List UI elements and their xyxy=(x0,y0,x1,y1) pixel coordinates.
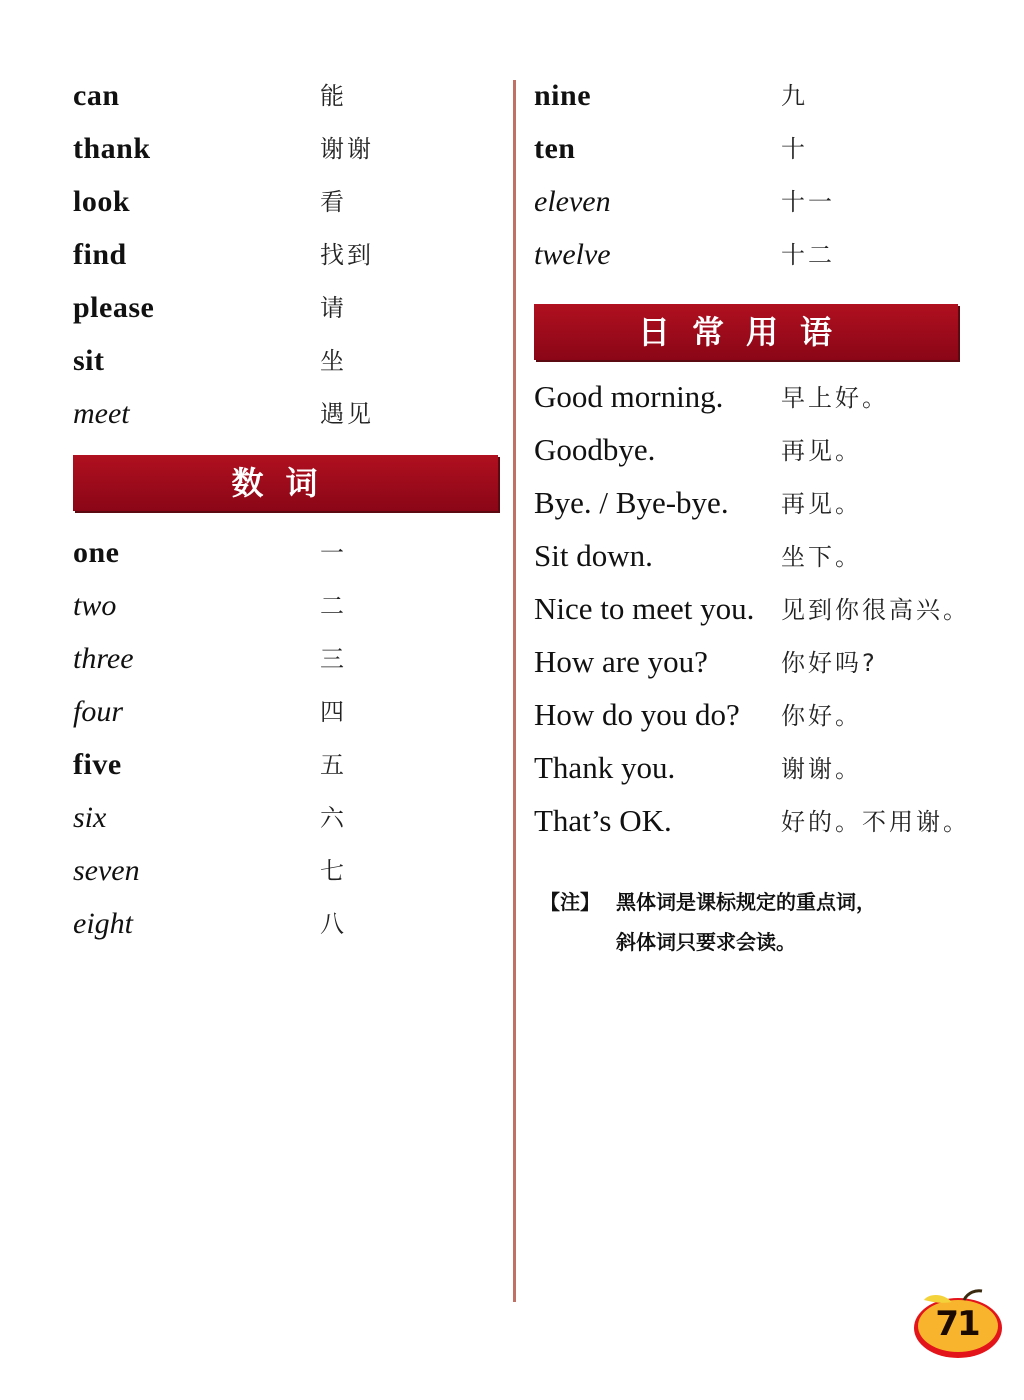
phrase-chinese: 再见。 xyxy=(781,437,862,465)
vocab-row xyxy=(73,229,499,282)
phrase-english: How do you do? xyxy=(534,697,740,732)
number-row xyxy=(73,580,499,633)
vocab-english: ten xyxy=(534,132,576,165)
vocab-english: twelve xyxy=(534,238,611,271)
numbers-section-banner: 数词 xyxy=(73,455,498,511)
phrase-chinese: 早上好。 xyxy=(781,384,889,412)
phrase-row xyxy=(534,586,974,639)
footnote-tag: 【注】 xyxy=(540,890,600,914)
phrase-chinese: 好的。不用谢。 xyxy=(781,808,970,836)
phrase-english: Nice to meet you. xyxy=(534,591,755,626)
phrase-english: Goodbye. xyxy=(534,432,656,467)
vocab-chinese: 十二 xyxy=(781,241,835,269)
number-english: six xyxy=(73,801,107,834)
number-english: five xyxy=(73,748,122,781)
page-number-badge xyxy=(912,1288,1008,1360)
vocab-english: nine xyxy=(534,79,592,112)
number-english: seven xyxy=(73,854,140,887)
phrase-english: Thank you. xyxy=(534,750,676,785)
phrase-chinese: 见到你很高兴。 xyxy=(781,596,970,624)
phrase-chinese: 谢谢。 xyxy=(781,755,862,783)
footnote-line: 黑体词是课标规定的重点词， xyxy=(616,890,876,914)
phrase-english: How are you? xyxy=(534,644,708,679)
vocab-row xyxy=(73,282,499,335)
phrase-row xyxy=(534,427,974,480)
vocab-chinese: 能 xyxy=(320,82,347,110)
phrase-english: That’s OK. xyxy=(534,803,672,838)
left-column xyxy=(73,70,499,951)
number-row xyxy=(73,527,499,580)
number-chinese: 三 xyxy=(320,645,347,673)
phrase-row xyxy=(534,533,974,586)
number-row xyxy=(73,633,499,686)
vocab-row xyxy=(534,70,974,123)
phrase-chinese: 你好吗? xyxy=(781,649,878,677)
number-chinese: 八 xyxy=(320,910,347,938)
right-column xyxy=(534,70,974,851)
phrase-row xyxy=(534,639,974,692)
vocab-row xyxy=(73,70,499,123)
number-chinese: 四 xyxy=(320,698,347,726)
vocab-english: find xyxy=(73,238,127,271)
phrase-row xyxy=(534,798,974,851)
phrase-chinese: 再见。 xyxy=(781,490,862,518)
footnote xyxy=(540,882,980,962)
number-chinese: 二 xyxy=(320,592,347,620)
phrases-list xyxy=(534,374,974,851)
number-row xyxy=(73,898,499,951)
phrase-row xyxy=(534,374,974,427)
number-english: eight xyxy=(73,907,133,940)
number-row xyxy=(73,792,499,845)
number-english: four xyxy=(73,695,124,728)
vocab-english: eleven xyxy=(534,185,611,218)
vocab-english: meet xyxy=(73,397,130,430)
vocab-chinese: 找到 xyxy=(320,241,374,269)
phrase-english: Sit down. xyxy=(534,538,653,573)
vocab-row xyxy=(73,123,499,176)
vocab-chinese: 坐 xyxy=(320,347,347,375)
vocab-chinese: 看 xyxy=(320,188,347,216)
vocab-english: thank xyxy=(73,132,151,165)
phrase-chinese: 坐下。 xyxy=(781,543,862,571)
number-chinese: 六 xyxy=(320,804,347,832)
number-row xyxy=(73,686,499,739)
vocab-row xyxy=(73,176,499,229)
vocab-row xyxy=(534,229,974,282)
number-chinese: 一 xyxy=(320,539,347,567)
number-chinese: 七 xyxy=(320,857,347,885)
vocab-english: look xyxy=(73,185,131,218)
phrase-chinese: 你好。 xyxy=(781,702,862,730)
number-row xyxy=(73,739,499,792)
footnote-body xyxy=(616,882,980,962)
vocab-row xyxy=(534,123,974,176)
vocab-english: sit xyxy=(73,344,105,377)
phrases-section-banner: 日常用语 xyxy=(534,304,958,360)
vocab-chinese: 十 xyxy=(781,135,808,163)
vocab-chinese: 请 xyxy=(320,294,347,322)
number-row xyxy=(73,845,499,898)
right-vocab-list xyxy=(534,70,974,282)
page-number: 71 xyxy=(935,1304,979,1344)
phrase-row xyxy=(534,692,974,745)
vocab-chinese: 遇见 xyxy=(320,400,374,428)
number-chinese: 五 xyxy=(320,751,347,779)
number-english: one xyxy=(73,536,120,569)
vocab-row xyxy=(73,335,499,388)
vocab-chinese: 十一 xyxy=(781,188,835,216)
vocab-row xyxy=(534,176,974,229)
vocab-chinese: 谢谢 xyxy=(320,135,374,163)
column-divider xyxy=(513,80,516,1302)
number-english: two xyxy=(73,589,117,622)
vocab-english: can xyxy=(73,79,120,112)
footnote-line: 斜体词只要求会读。 xyxy=(616,930,796,954)
phrase-row xyxy=(534,480,974,533)
number-english: three xyxy=(73,642,134,675)
vocab-english: please xyxy=(73,291,155,324)
phrase-row xyxy=(534,745,974,798)
vocab-row xyxy=(73,388,499,441)
phrase-english: Good morning. xyxy=(534,379,724,414)
numbers-list xyxy=(73,527,499,951)
left-vocab-list xyxy=(73,70,499,441)
phrase-english: Bye. / Bye-bye. xyxy=(534,485,729,520)
vocab-chinese: 九 xyxy=(781,82,808,110)
